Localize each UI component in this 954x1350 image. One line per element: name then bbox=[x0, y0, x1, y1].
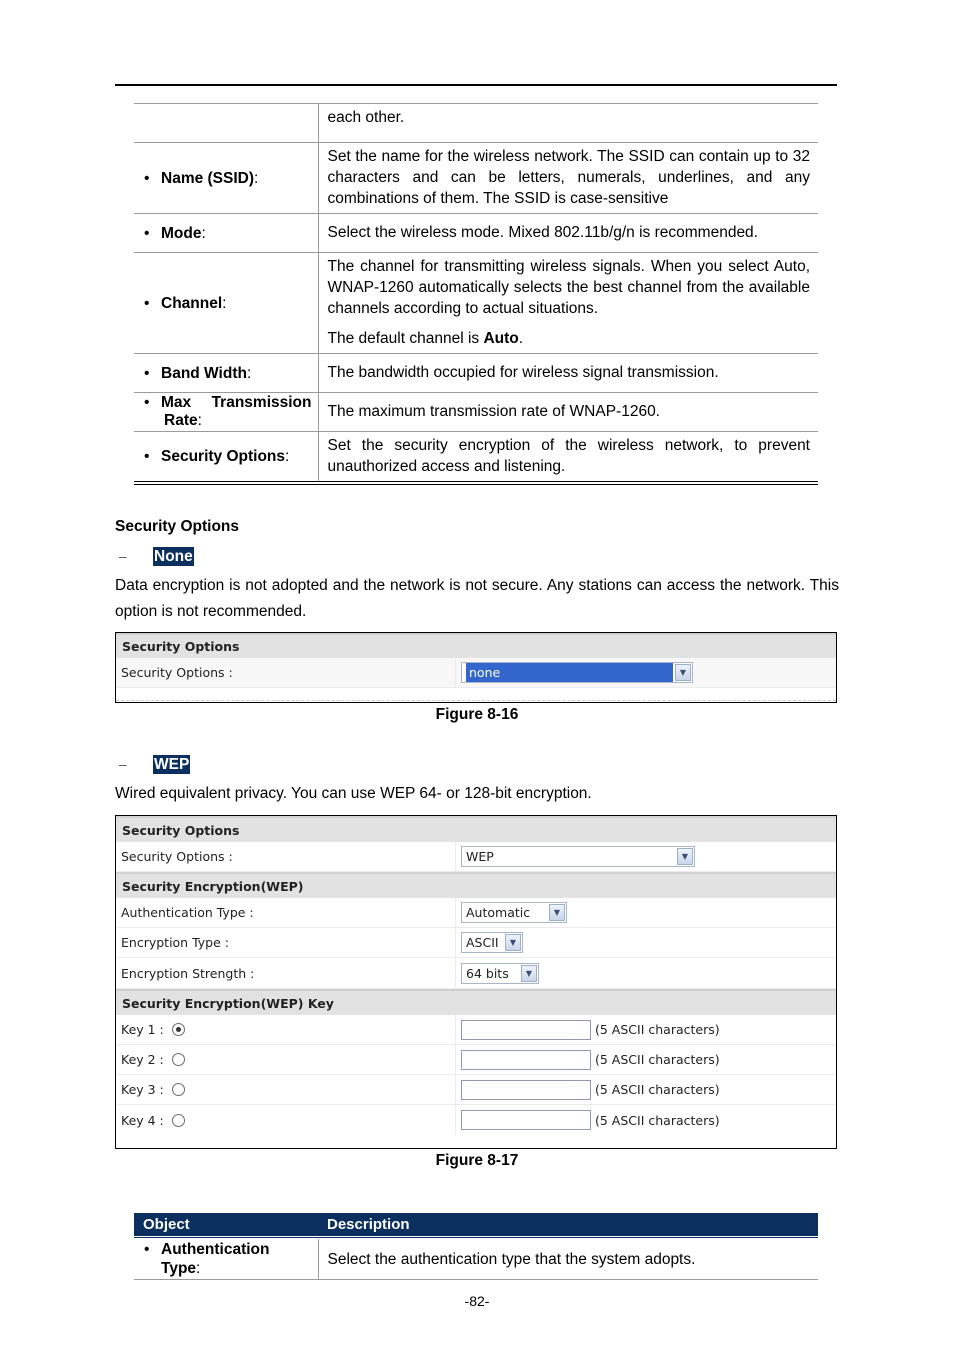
none-description: Data encryption is not adopted and the network is not secure. Any stations can access the network. This option is not recommended. bbox=[115, 577, 839, 620]
section-title: Security Options bbox=[115, 518, 240, 535]
wep-description: Wired equivalent privacy. You can use WEP 64- or 128-bit encryption. bbox=[115, 785, 592, 802]
security-options-select[interactable]: WEP ▼ bbox=[461, 846, 695, 867]
param-name-ssid: Name (SSID) bbox=[161, 169, 255, 187]
header-rule bbox=[115, 84, 837, 86]
chevron-down-icon[interactable]: ▼ bbox=[549, 904, 565, 921]
table-row bbox=[134, 104, 818, 143]
key-row bbox=[116, 1015, 836, 1045]
chevron-down-icon[interactable]: ▼ bbox=[677, 848, 693, 865]
param-desc-max-rate: The maximum transmission rate of WNAP-1260. bbox=[318, 393, 818, 432]
key-row bbox=[116, 1075, 836, 1105]
none-settings-panel bbox=[115, 632, 837, 703]
encryption-strength-row bbox=[116, 958, 836, 989]
default-channel-value: Auto bbox=[483, 330, 519, 347]
key-3-input[interactable] bbox=[461, 1080, 591, 1100]
authentication-type-select[interactable]: Automatic ▼ bbox=[461, 902, 567, 923]
page-number: -82- bbox=[464, 1293, 490, 1309]
security-options-select[interactable]: none ▼ bbox=[461, 662, 693, 683]
key-3-radio[interactable] bbox=[172, 1083, 185, 1096]
param-desc-security: Set the security encryption of the wireless network, to prevent unauthorized access and listening. bbox=[318, 432, 818, 484]
encryption-type-row bbox=[116, 928, 836, 958]
encryption-strength-label: Encryption Strength : bbox=[116, 958, 456, 988]
table-row: • Authentication Type: Select the authentication type that the system adopts. bbox=[134, 1238, 818, 1280]
param-desc-authentication: Select the authentication type that the system adopts. bbox=[318, 1238, 818, 1280]
key-4-label: Key 4 : bbox=[121, 1112, 164, 1128]
param-name-security: Security Options bbox=[161, 448, 286, 465]
security-options-label: Security Options : bbox=[116, 658, 456, 687]
none-heading: None bbox=[154, 548, 193, 565]
chevron-down-icon[interactable]: ▼ bbox=[675, 664, 691, 681]
chevron-down-icon[interactable]: ▼ bbox=[505, 934, 521, 951]
key-row bbox=[116, 1105, 836, 1135]
param-name-band-width: Band Width bbox=[161, 364, 247, 382]
key-2-label: Key 2 : bbox=[121, 1052, 164, 1067]
column-header-description: Description bbox=[318, 1213, 818, 1238]
encryption-type-select[interactable]: ASCII ▼ bbox=[461, 932, 523, 953]
key-4-radio[interactable] bbox=[172, 1114, 185, 1127]
encryption-strength-select[interactable]: 64 bits ▼ bbox=[461, 963, 539, 984]
table-row: • Band Width: The bandwidth occupied for wireless signal transmission. bbox=[134, 354, 818, 393]
encryption-type-label: Encryption Type : bbox=[116, 928, 456, 957]
param-desc-mode: Select the wireless mode. Mixed 802.11b/g/n is recommended. bbox=[318, 214, 818, 253]
wep-heading: WEP bbox=[154, 756, 190, 773]
key-hint: (5 ASCII characters) bbox=[595, 1112, 720, 1128]
param-name-authentication: Authentication bbox=[161, 1241, 270, 1258]
key-1-input[interactable] bbox=[461, 1020, 591, 1040]
param-name-channel: Channel bbox=[161, 294, 223, 312]
authentication-type-label: Authentication Type : bbox=[116, 898, 456, 927]
key-4-input[interactable] bbox=[461, 1110, 591, 1130]
security-options-row bbox=[116, 658, 836, 688]
parameter-table bbox=[134, 103, 818, 485]
table-row: • Mode: Select the wireless mode. Mixed 802.11b/g/n is recommended. bbox=[134, 214, 818, 253]
key-hint: (5 ASCII characters) bbox=[595, 1052, 720, 1067]
authentication-type-row bbox=[116, 898, 836, 928]
panel-header: Security Options bbox=[116, 633, 836, 658]
row-description: each other. bbox=[318, 104, 818, 143]
table-row: • Channel: The channel for transmitting wireless signals. When you select Auto, WNAP-1260 automatically selects the best channel from the available channels according to actual situations. The default channel is Auto. bbox=[134, 253, 818, 354]
figure-caption: Figure 8-16 bbox=[435, 706, 519, 723]
param-name-max-rate: Max Transmission bbox=[161, 394, 312, 411]
security-options-row bbox=[116, 842, 836, 872]
chevron-down-icon[interactable]: ▼ bbox=[521, 965, 537, 982]
dash-marker: – bbox=[119, 756, 127, 772]
table-row: • Name (SSID): Set the name for the wireless network. The SSID can contain up to 32 characters and can be letters, numerals, underlines, and any combinations of them. The SSID is case-sensitive bbox=[134, 143, 818, 214]
key-row bbox=[116, 1045, 836, 1075]
table-header-row bbox=[134, 1213, 818, 1238]
table-row: • Security Options: Set the security encryption of the wireless network, to prevent unauthorized access and listening. bbox=[134, 432, 818, 484]
key-3-label: Key 3 : bbox=[121, 1082, 164, 1097]
wep-settings-panel bbox=[115, 815, 837, 1149]
key-hint: (5 ASCII characters) bbox=[595, 1022, 720, 1037]
key-2-radio[interactable] bbox=[172, 1053, 185, 1066]
column-header-object: Object bbox=[134, 1213, 318, 1238]
security-options-label: Security Options : bbox=[116, 842, 456, 871]
param-desc-channel: The channel for transmitting wireless signals. When you select Auto, WNAP-1260 automatically selects the best channel from the available channels according to actual situations. bbox=[327, 258, 810, 317]
param-desc-ssid: Set the name for the wireless network. The SSID can contain up to 32 characters and can be letters, numerals, underlines, and any combinations of them. The SSID is case-sensitive bbox=[318, 143, 818, 214]
key-1-radio[interactable] bbox=[172, 1023, 185, 1036]
object-table bbox=[134, 1213, 818, 1280]
panel-divider bbox=[116, 700, 836, 701]
key-1-label: Key 1 : bbox=[121, 1022, 164, 1037]
param-name-mode: Mode bbox=[161, 224, 202, 242]
key-header: Security Encryption(WEP) Key bbox=[116, 989, 836, 1015]
param-desc-band-width: The bandwidth occupied for wireless signal transmission. bbox=[318, 354, 818, 393]
key-hint: (5 ASCII characters) bbox=[595, 1082, 720, 1097]
encryption-header: Security Encryption(WEP) bbox=[116, 872, 836, 898]
figure-caption: Figure 8-17 bbox=[435, 1152, 519, 1169]
key-2-input[interactable] bbox=[461, 1050, 591, 1070]
table-row: • Max Transmission Rate: The maximum transmission rate of WNAP-1260. bbox=[134, 393, 818, 432]
dash-marker: – bbox=[119, 548, 127, 564]
panel-header: Security Options bbox=[116, 816, 836, 842]
